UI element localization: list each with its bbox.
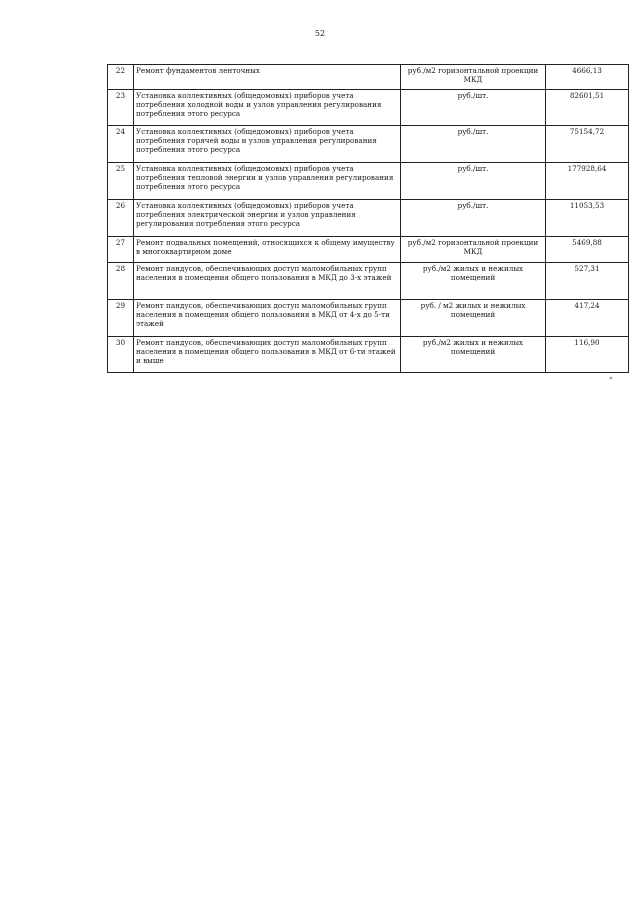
unit-of-measure: руб./шт. xyxy=(401,163,546,200)
work-description: Ремонт подвальных помещений, относящихся к общему имуществу в многоквартирном доме xyxy=(134,237,401,263)
table-row xyxy=(108,263,629,300)
table-row xyxy=(108,163,629,200)
unit-price: 11053,53 xyxy=(546,200,629,237)
row-number: 23 xyxy=(108,90,134,126)
table-row xyxy=(108,237,629,263)
work-description: Ремонт пандусов, обеспечивающих доступ маломобильных групп населения в помещения общего пользования в МКД от 6-ти этажей и выше xyxy=(134,337,401,373)
unit-of-measure: руб./шт. xyxy=(401,200,546,237)
row-number: 24 xyxy=(108,126,134,163)
work-description: Установка коллективных (общедомовых) приборов учета потребления горячей воды и узлов управления регулирования потребления этого ресурса xyxy=(134,126,401,163)
unit-price: 417,24 xyxy=(546,300,629,337)
row-number: 30 xyxy=(108,337,134,373)
row-number: 22 xyxy=(108,65,134,90)
table-row xyxy=(108,300,629,337)
work-description: Установка коллективных (общедомовых) приборов учета потребления электрической энергии и узлов управления регулирования потребления этого ресурса xyxy=(134,200,401,237)
work-description: Ремонт пандусов, обеспечивающих доступ маломобильных групп населения в помещения общего пользования в МКД от 4-х до 5-ти этажей xyxy=(134,300,401,337)
row-number: 28 xyxy=(108,263,134,300)
unit-of-measure: руб./м2 жилых и нежилых помещений xyxy=(401,263,546,300)
unit-of-measure: руб./м2 жилых и нежилых помещений xyxy=(401,337,546,373)
row-number: 27 xyxy=(108,237,134,263)
unit-price: 527,31 xyxy=(546,263,629,300)
unit-price: 177928,64 xyxy=(546,163,629,200)
corner-mark: « xyxy=(609,375,613,382)
unit-price: 116,90 xyxy=(546,337,629,373)
table-row xyxy=(108,337,629,373)
row-number: 26 xyxy=(108,200,134,237)
work-description: Установка коллективных (общедомовых) приборов учета потребления холодной воды и узлов управления регулирования потребления этого ресурса xyxy=(134,90,401,126)
work-description: Установка коллективных (общедомовых) приборов учета потребления тепловой энергии и узлов управления регулирования потребления этого ресурса xyxy=(134,163,401,200)
row-number: 25 xyxy=(108,163,134,200)
table-row xyxy=(108,65,629,90)
unit-of-measure: руб./шт. xyxy=(401,90,546,126)
page-number: 52 xyxy=(314,29,326,38)
unit-of-measure: руб./шт. xyxy=(401,126,546,163)
unit-price: 4666,13 xyxy=(546,65,629,90)
unit-of-measure: руб./м2 горизонтальной проекции МКД xyxy=(401,65,546,90)
unit-of-measure: руб. / м2 жилых и нежилых помещений xyxy=(401,300,546,337)
work-description: Ремонт пандусов, обеспечивающих доступ маломобильных групп населения в помещения общего пользования в МКД до 3-х этажей xyxy=(134,263,401,300)
table-row xyxy=(108,126,629,163)
row-number: 29 xyxy=(108,300,134,337)
unit-price: 5469,88 xyxy=(546,237,629,263)
table-row xyxy=(108,200,629,237)
work-description: Ремонт фундаментов ленточных xyxy=(134,65,401,90)
unit-of-measure: руб./м2 горизонтальной проекции МКД xyxy=(401,237,546,263)
rates-table xyxy=(107,64,629,373)
unit-price: 75154,72 xyxy=(546,126,629,163)
unit-price: 82601,51 xyxy=(546,90,629,126)
table-row xyxy=(108,90,629,126)
